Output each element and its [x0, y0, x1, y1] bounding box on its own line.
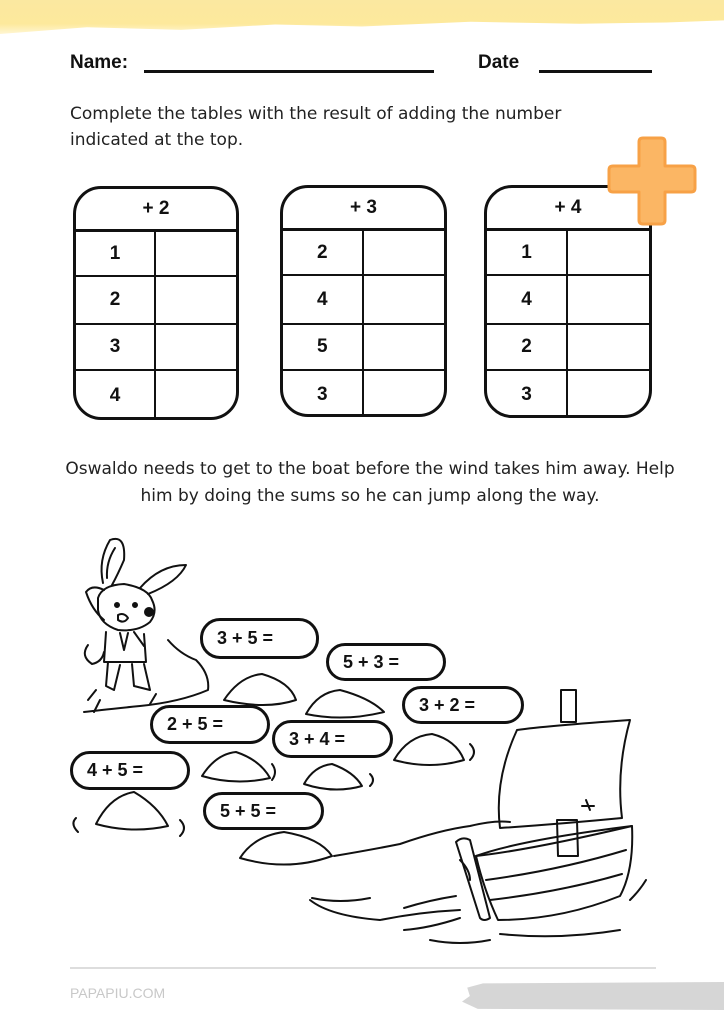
- footer-brand: PAPAPIU.COM: [70, 985, 166, 1001]
- table-answer-cell[interactable]: [156, 371, 236, 420]
- table-row: [487, 276, 649, 325]
- table-number-cell: 3: [487, 371, 568, 418]
- sum-label: 4 + 5 =: [87, 760, 144, 780]
- name-field[interactable]: [144, 70, 434, 73]
- sum-stone-5-plus-5[interactable]: [203, 792, 324, 830]
- footer-divider: [70, 967, 656, 969]
- table-row: [76, 232, 236, 277]
- table-answer-cell[interactable]: [156, 277, 236, 323]
- table-number-cell: 3: [283, 371, 364, 417]
- bunny-icon: [85, 539, 186, 690]
- table-number-cell: 2: [487, 325, 568, 369]
- sum-label: 2 + 5 =: [167, 714, 224, 734]
- table-row: [76, 277, 236, 325]
- table-header: + 2: [76, 189, 236, 232]
- sum-label: 3 + 5 =: [217, 628, 274, 648]
- sum-label: 3 + 4 =: [289, 728, 346, 749]
- table-answer-cell[interactable]: [156, 232, 236, 275]
- table-answer-cell[interactable]: [364, 371, 445, 417]
- plus-icon: [607, 136, 697, 226]
- table-row: [283, 371, 444, 417]
- top-yellow-band: [0, 0, 724, 34]
- sum-label: 5 + 5 =: [220, 800, 277, 821]
- sum-stone-3-plus-2[interactable]: [402, 686, 524, 724]
- table-answer-cell[interactable]: [568, 276, 649, 323]
- addition-table-plus-2: [73, 186, 239, 420]
- sum-label: 3 + 2 =: [419, 694, 476, 715]
- sum-label: 5 + 3 =: [343, 651, 400, 672]
- table-row: [283, 325, 444, 371]
- sum-stone-3-plus-5[interactable]: [200, 618, 319, 659]
- date-label: Date: [478, 52, 520, 73]
- table-number-cell: 1: [487, 231, 568, 274]
- table-number-cell: 2: [283, 231, 364, 274]
- story-instructions: Oswaldo needs to get to the boat before the wind takes him away. Help him by doing the sums so he can jump along the way.: [65, 459, 675, 506]
- table-number-cell: 2: [76, 277, 156, 323]
- table-row: [283, 276, 444, 325]
- table-instructions: Complete the tables with the result of adding the number indicated at the top.: [70, 104, 562, 150]
- table-answer-cell[interactable]: [568, 325, 649, 369]
- table-number-cell: 5: [283, 325, 364, 369]
- table-answer-cell[interactable]: [156, 325, 236, 369]
- footer-brush-stroke: [462, 982, 724, 1010]
- table-row: [487, 371, 649, 418]
- table-answer-cell[interactable]: [568, 231, 649, 274]
- table-row: [283, 231, 444, 276]
- table-row: [76, 325, 236, 371]
- name-label: Name:: [70, 52, 129, 73]
- sum-stone-5-plus-3[interactable]: [326, 643, 446, 681]
- table-row: [487, 231, 649, 276]
- table-answer-cell[interactable]: [364, 231, 445, 274]
- table-header: + 4: [487, 188, 649, 231]
- table-number-cell: 4: [283, 276, 364, 323]
- date-field[interactable]: [539, 70, 652, 73]
- table-answer-cell[interactable]: [364, 276, 445, 323]
- addition-table-plus-3: [280, 185, 447, 417]
- table-number-cell: 1: [76, 232, 156, 275]
- table-answer-cell[interactable]: [568, 371, 649, 418]
- sum-stone-2-plus-5[interactable]: [150, 705, 270, 744]
- table-answer-cell[interactable]: [364, 325, 445, 369]
- table-row: [76, 371, 236, 420]
- table-row: [487, 325, 649, 371]
- sum-stone-3-plus-4[interactable]: [272, 720, 393, 758]
- table-number-cell: 3: [76, 325, 156, 369]
- name-date-row: [70, 50, 654, 80]
- sum-stone-4-plus-5[interactable]: [70, 751, 190, 790]
- table-number-cell: 4: [487, 276, 568, 323]
- table-number-cell: 4: [76, 371, 156, 420]
- table-header: + 3: [283, 188, 444, 231]
